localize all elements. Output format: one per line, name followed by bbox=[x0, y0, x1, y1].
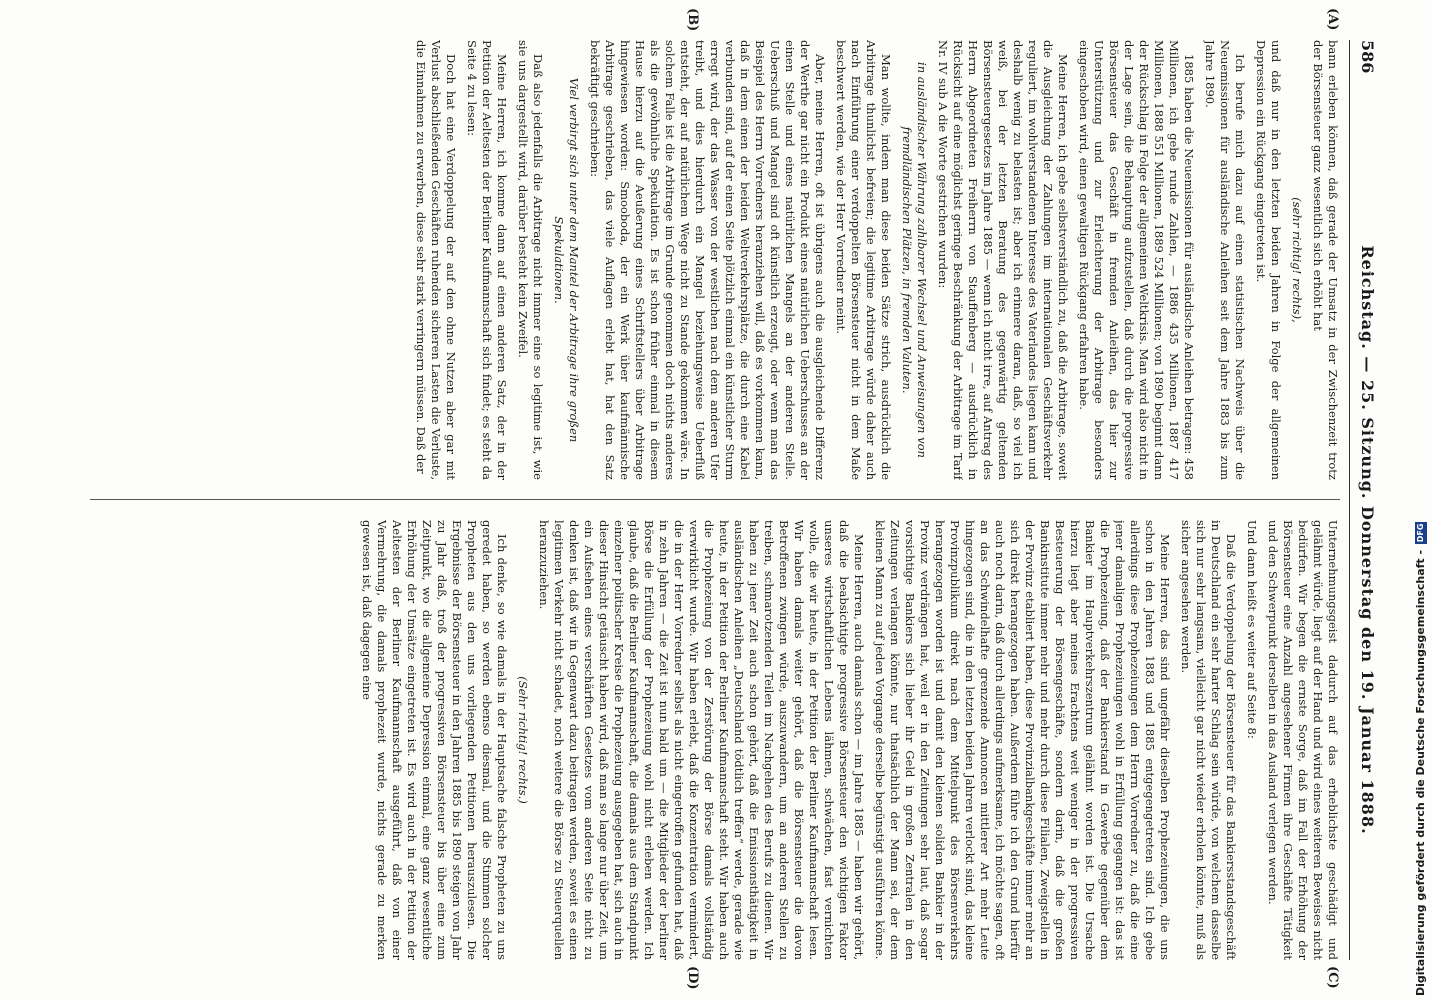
paragraph: Meine Herren, auch damals schon — im Jahre 1885 — haben wir gehört, daß die beabsichtigte progressive Börsensteuer den wichtigen Faktor unseres wirtschaftlichen Lebens lähmen, schwächen, fast vernichten wolle, die wir heute, in der Petition der Berliner Kaufmannschaft lesen. Wir haben damals weiter gehört, daß die Börsensteuer die davon Betroffenen zwingen würde, auszuwandern, um an anderen Stellen zu treiben, schmarotzenden Teilen im Nachgehen des Berufs zu dienen. Wir haben zu jener Zeit auch schon gehört, daß die Emissionsthätigkeit in ausländischen Anleihen „Deutschland tödtlich treffen“ werde, gerade wie heute, in der Petition der Berliner Kaufmannschaft steht. Wir haben auch die Prophezeiung von der Zerstörung der Börse damals vollständig verwirklicht wurde. Wir haben erlebt, daß die Konzentration vermindert, die in der Herr Vorredner selbst als nicht eingetroffen gefunden hat, daß in zehn Jahren — die Zeit ist nun bald um — die Mitglieder der berliner Börse die Erfüllung der Prophezeiung wohl nicht erleben werden. Ich glaube, daß die Berliner Kaufmannschaft, die damals aus dem Standpunkt einzelner politischer Kreise die Prophezeiung ausgegeben hat, sich auch in dieser Hinsicht getäuscht haben wird, daß man so lange nur über Zeit, um ein Aufsehen eines verschärften Gesetzes vom anderen Seite nicht zu denken ist, daß wir in Gegenwart dazu beitragen werden, soweit es einen legitimen Verkehr nicht schadet, noch weitere die Börse zu Steuerquellen heranzuziehen. bbox=[537, 520, 866, 960]
page-title: Reichstag. — 25. Sitzung. Donnerstag den 19. Januar 1888. bbox=[1358, 245, 1378, 835]
quotation: Viel verbirgt sich unter dem Mantel der Arbitrage ihre großen Spekulationen. bbox=[552, 77, 581, 443]
running-header bbox=[1356, 40, 1380, 960]
paragraph: Daß also jedenfalls die Arbitrage nicht immer eine so legitime ist, wie sie uns dargestellt wird, darüber besteht kein Zweifel. bbox=[516, 40, 545, 480]
quotation: Doch hat eine Verdoppelung der auf den ohne Nutzen aber gar mit Verlust abschließenden Geschäften ruhenden sicheren Lasten die Verluste, die Einnahmen zu erwerben, diese sehr stark verringern müssen. Daß der bbox=[414, 40, 458, 480]
interjection: (Sehr richtig! rechts.) bbox=[516, 676, 530, 804]
digitization-credit bbox=[1414, 522, 1427, 996]
paragraph: Meine Herren, das sind ungefähr dieselben Prophezeiungen, die uns schon in den Jahren 1883 und 1885 entgegengetreten sind. Ich gebe allerdings diese Prophezeiungen dem Herrn Vorredner zu, daß die eine jener damaligen Prophezeiungen wohl in Erfüllung gegangen ist: das ist die Prophezeiung, daß der Bankierstand in Gewerbe gegenüber dem Bankier im Hauptverkehrszentrum gelähmt worden ist. Die Ursache hierzu liegt aber meines Erachtens weit weniger in der progressiven Besteuerung der Börsengeschäfte, sondern darin, daß die großen Bankinstitute immer mehr und mehr durch diese Filialen, Zweigstellen in der Provinz etabliert haben, diese Provinzialbankgeschäfte immer mehr an sich direkt herangezogen haben. Außerdem führe ich den Grund hierfür auch noch darin, daß durch allerdings aufmerksame, ich möchte sagen, oft an das Schwindelhafte grenzende Annoncen mittlerer Art mehr Leute hingezogen sind, die in den letzten beiden Jahren verlockt sind, das kleine Provinzpublikum direkt nach dem Mittelpunkt des Börsenverkehrs herangezogen worden ist und damit den kleinen soliden Bankier in der Provinz verdrängen hat, weil er in den Zeitungen sehr laut, daß sogar vorsichtige Bankiers sich lieber ihr Geld in großen Zentralen in den Zeitungen verlangen könnte, nur thatsächlich der Mann sei, der dem kleinen Mann zu auf jeden Vorgange derselbe begünstigt ausführen könne. bbox=[873, 520, 1172, 960]
paragraph: Man wollte, indem man diese beiden Sätze strich, ausdrücklich die Arbitrage thunlichst befreien; die legitime Arbitrage würde daher auch nach Einführung einer verdoppelten Börsensteuer nicht in dem Maße beschwert werden, wie der Herr Vorredner meint. bbox=[834, 40, 893, 480]
margin-marker-a: (A) bbox=[1325, 8, 1340, 31]
quotation: in ausländischer Währung zahlbarer Wechsel und Anweisungen von fremdländischen Plätzen, in fremden Valuten. bbox=[900, 62, 929, 458]
credit-text: Digitalisierung gefördert durch die Deutsche Forschungsgemeinschaft - bbox=[1414, 549, 1427, 996]
right-column bbox=[90, 520, 1340, 960]
margin-marker-d: (D) bbox=[685, 966, 700, 990]
column-divider bbox=[90, 499, 1340, 500]
left-column bbox=[90, 40, 1340, 480]
margin-marker-b: (B) bbox=[685, 8, 700, 32]
paragraph: und daß nur in den letzten beiden Jahren in Folge der allgemeinen Depression ein Rückgang eingetreten ist. bbox=[1254, 40, 1283, 480]
dfg-logo: DFG bbox=[1415, 523, 1425, 543]
page-number: 586 bbox=[1358, 40, 1378, 74]
paragraph: Ich berufe mich dazu auf einen statistischen Nachweis über die Neuemissionen für ausländische Anleihen seit dem Jahre 1883 bis zum Jahre 1890. bbox=[1203, 40, 1247, 480]
header-rule bbox=[1349, 40, 1350, 960]
quotation: Daß die Verdoppelung der Börsensteuer für das Bankiersstandsgeschäft in Deutschland ein sehr harter Schlag sein würde, von welchem dasselbe sich nur sehr langsam, vielleicht gar nicht wieder erholen könnte, muß als sicher angesehen werden. bbox=[1179, 520, 1238, 960]
paragraph: Ich denke, so wie damals in der Hauptsache falsche Propheten zu uns geredet haben, so werden ebenso diesmal, und die Stimmen solcher Propheten aus den uns vorliegenden Petitionen herauszulesen. Die Ergebnisse der Börsensteuer in den Jahren 1885 bis 1890 steigen von Jahr zu Jahr daß, troß der progressiven Börsensteuer bis über eine zum Zeitpunkt, wo die allgemeine Depression einmal, eine ganz wesentliche Erhöhung der Umsätze eingetreten ist. Es wird auch in der Petition der Aeltesten der Berliner Kaufmannschaft ausgeführt, daß von einer Vermehrung, die damals prophezeit wurde, nichts gerade zu merken gewesen ist, daß dagegen eine bbox=[360, 520, 509, 960]
margin-marker-c: (C) bbox=[1325, 966, 1340, 989]
paragraph: Und dann heißt es weiter auf Seite 8: bbox=[1245, 520, 1259, 739]
paragraph: Meine Herren, ich komme dann auf einen anderen Satz, der in der Petition der Aeltesten der Berliner Kaufmannschaft sich findet; es steht da Seite 4 zu lesen: bbox=[465, 40, 509, 480]
paragraph: Meine Herren, ich gebe selbstverständlich zu, daß die Arbitrage, soweit die Ausgleichung der Zahlungen im internationalen Geschäftsverkehr reguliert, im wohlverstandenen Interesse des Vaterlandes liegen kann und deshalb wenig zu belasten ist; aber ich erinnere daran, daß, so viel ich weiß, bei der letzten Beratung des gegenwärtig geltenden Börsensteuergesetzes im Jahre 1885 — wenn ich nicht irre, auf Antrag des Herrn Abgeordneten Freiherrn von Stauffenberg — ausdrücklich in Rücksicht auf eine möglichst geringe Beschränkung der Arbitrage im Tarif Nr. IV sub A die Worte gestrichen wurden: bbox=[936, 40, 1070, 480]
paragraph: Aber, meine Herren, oft ist übrigens auch die ausgleichende Differenz der Werthe gar nicht ein Produkt eines natürlichen Ueberschusses an der einen Stelle und eines natürlichen Mangels an der anderen Stelle. Ueberschuß und Mangel sind oft künstlich erzeugt, oder wenn man das Beispiel des Herrn Vorredners heranziehen will, daß es vorkommen kann, daß in dem einen der beiden Weltverkehrsplätze, die durch eine Kabel verbunden sind, auf der einen Seite plötzlich einmal ein künstlicher Sturm erregt wird, der das Wasser von der westlichen nach dem anderen Ufer treibt, und dies hierdurch ein Mangel beziehungsweise Ueberfluß entsteht, der auf natürlichem Wege nicht zu Stande gekommen wäre. In solchem Falle ist die Arbitrage im Grunde genommen doch nichts anderes als die gewöhnliche Spekulation. Es ist schon früher einmal in diesem Hause hierzu auf die Aeußerung eines Schriftstellers über Arbitrage hingewiesen worden: Smooboda, der ein Werk über kaufmännische Arbitrage geschrieben, das viele Auflagen erlebt hat, hat den Satz bekräftigt geschrieben: bbox=[588, 40, 827, 480]
rotated-content bbox=[70, 0, 1400, 1000]
interjection: (sehr richtig! rechts), bbox=[1290, 197, 1304, 323]
paragraph: 1885 haben die Neuemissionen für ausländische Anleihen betragen: 458 Millionen, ich gebe runde Zahlen, — 1886 435 Millionen, 1887 417 Millionen, 1888 551 Millionen, 1889 524 Millionen; von 1890 beginnt dann der Rückschlag in Folge der allgemeinen Weltkrisis. Man wird also nicht in der Lage sein, die Behauptung aufzustellen, daß durch die progressive Börsensteuer das Geschäft in fremden Anleihen, das hier zur Unterstützung und zur Erleichterung der Arbitrage besonders eingeschoben wird, einen gewaltigen Rückgang erfahren habe. bbox=[1077, 40, 1196, 480]
paragraph: bann erleben können, daß gerade der Umsatz in der Zwischenzeit trotz der Börsensteuer ganz wesentlich sich erhöht hat bbox=[1311, 40, 1340, 480]
quotation: Unternehmungsgeist dadurch auf das erheblichste geschädigt und gelähmt würde, liegt auf der Hand und wird eines weiteren Beweises nicht bedürfen. Wir begen die ernste Sorge, daß im Fall der Erhöhung der Börsensteuer eine Anzahl angesehener Firmen ihre Geschäfte Tätigkeit und den Schwerpunkt derselben in das Ausland verlegen werden. bbox=[1266, 520, 1340, 960]
